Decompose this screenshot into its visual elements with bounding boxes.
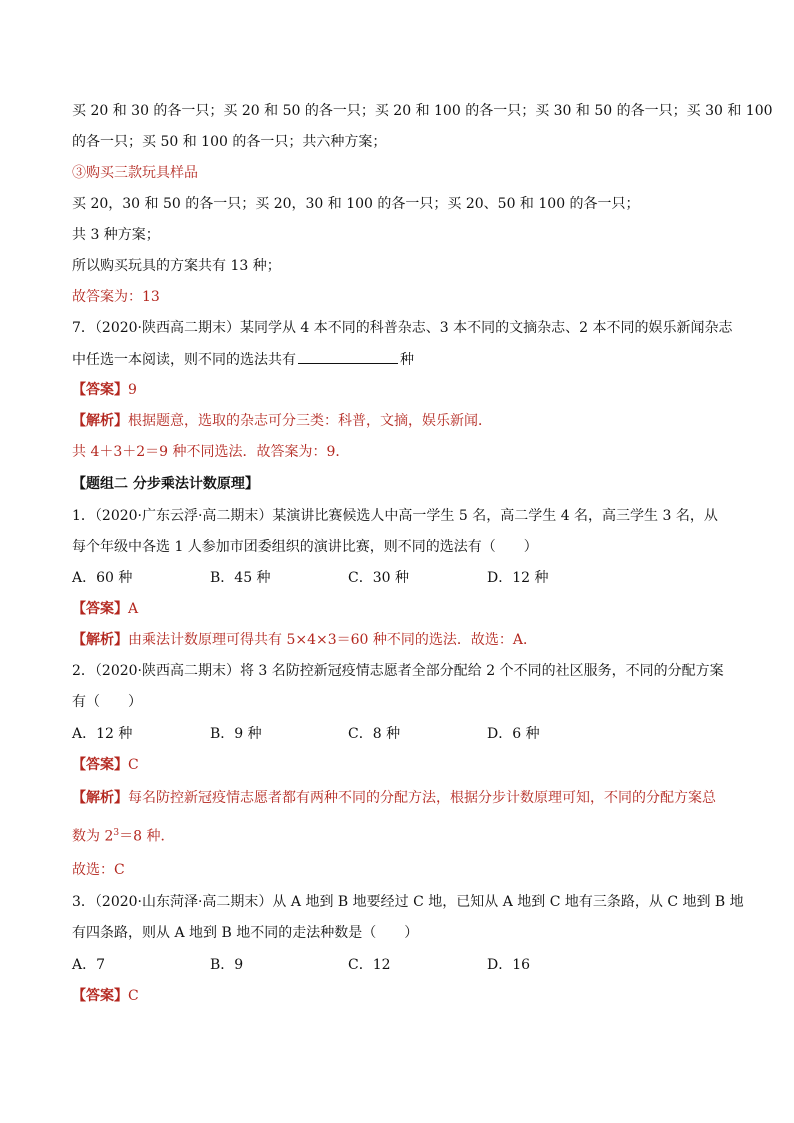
answer-value: C [128,757,139,773]
option-d: D．16 [487,957,531,973]
analysis-line: 共 4＋3＋2＝9 种不同选法．故答案为：9． [72,444,350,460]
analysis-line [72,411,492,431]
analysis-line [72,788,716,808]
answer-tag: 【答案】 [72,757,128,773]
answer-value: A [128,601,139,617]
text-line: 买 20 和 30 的各一只；买 20 和 50 的各一只；买 20 和 100 的各一只；买 30 和 50 的各一只；买 30 和 100 [72,103,773,119]
option-c: C．12 [348,957,391,973]
question-stem-continued [72,349,414,370]
answer-line [72,755,139,775]
formula-text: 数为 2 [72,828,114,845]
text-line: 共 3 种方案； [72,227,160,243]
analysis-text: 每名防控新冠疫情志愿者都有两种不同的分配方法，根据分步计数原理可知，不同的分配方案总 [128,790,716,806]
option-b: B．9 种 [210,726,262,742]
answer-tag: 【答案】 [72,382,128,398]
question-stem: 3．（2020·山东菏泽·高二期末）从 A 地到 B 地要经过 C 地，已知从 A 地到 C 地有三条路，从 C 地到 B 地 [72,894,744,910]
answer-line [72,599,138,619]
analysis-line [72,630,537,650]
answer-tag: 【答案】 [72,601,128,617]
option-b: B．45 种 [210,570,271,586]
question-stem: 7．（2020·陕西高二期末）某同学从 4 本不同的科普杂志、3 本不同的文摘杂志、2 本不同的娱乐新闻杂志 [72,320,733,336]
question-text: 中任选一本阅读，则不同的选法共有 [72,352,296,368]
text-line: 买 20，30 和 50 的各一只；买 20，30 和 100 的各一只；买 20、50 和 100 的各一只； [72,196,640,212]
text-line: 所以购买玩具的方案共有 13 种； [72,258,281,274]
answer-line [72,986,139,1006]
section-title: 【题组二 分步乘法计数原理】 [72,476,259,492]
option-a: A．60 种 [72,570,133,586]
formula-text: ＝8 种． [119,828,175,845]
question-text: 种 [400,352,414,368]
option-c: C．30 种 [348,570,409,586]
analysis-tag: 【解析】 [72,790,128,806]
question-stem: 有（ ） [72,694,142,710]
answer-value: C [128,988,139,1004]
answer-value: 9 [128,382,137,398]
question-stem: 2．（2020·陕西高二期末）将 3 名防控新冠疫情志愿者全部分配给 2 个不同的社区服务，不同的分配方案 [72,663,724,679]
question-stem: 1．（2020·广东云浮·高二期末）某演讲比赛候选人中高一学生 5 名，高二学生 4 名，高三学生 3 名，从 [72,508,718,524]
text-line: 的各一只；买 50 和 100 的各一只；共六种方案； [72,134,387,150]
text-line: ③购买三款玩具样品 [72,165,198,181]
choose-line: 故选：C [72,862,125,878]
question-stem: 每个年级中各选 1 人参加市团委组织的演讲比赛，则不同的选法有（ ） [72,539,538,555]
analysis-text: 由乘法计数原理可得共有 5×4×3＝60 种不同的选法．故选：A． [128,632,538,648]
question-stem: 有四条路，则从 A 地到 B 地不同的走法种数是（ ） [72,925,419,941]
formula-exponent: 3 [113,828,120,838]
option-b: B．9 [210,957,244,973]
option-d: D．12 种 [487,570,549,586]
analysis-text: 根据题意，选取的杂志可分三类：科普，文摘，娱乐新闻． [128,413,492,429]
analysis-tag: 【解析】 [72,632,128,648]
option-a: A．12 种 [72,726,133,742]
option-a: A．7 [72,957,106,973]
text-line: 故答案为：13 [72,289,160,305]
option-d: D．6 种 [487,726,540,742]
answer-blank [298,349,398,364]
answer-tag: 【答案】 [72,988,128,1004]
analysis-tag: 【解析】 [72,413,128,429]
option-c: C．8 种 [348,726,401,742]
answer-line [72,380,137,400]
analysis-line [72,823,174,847]
